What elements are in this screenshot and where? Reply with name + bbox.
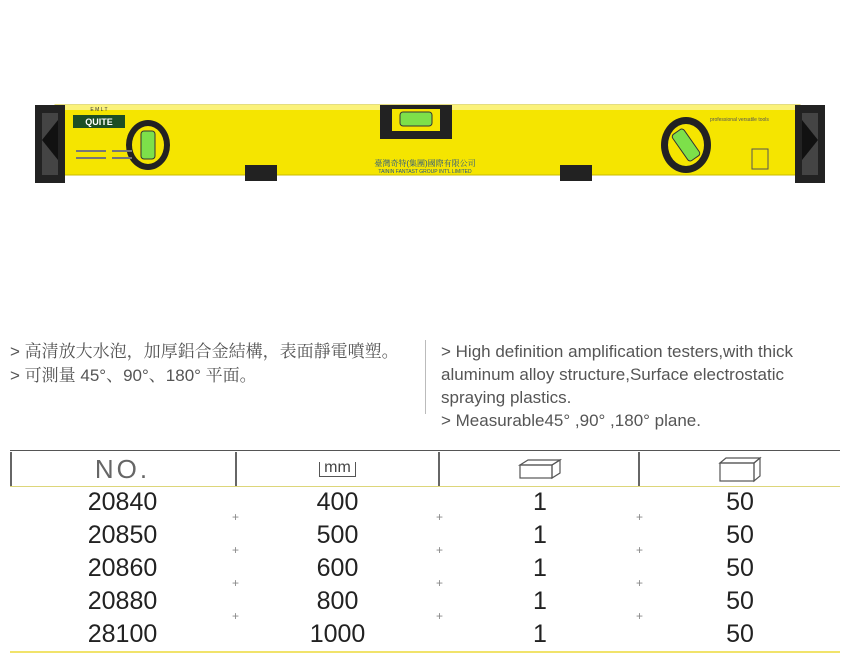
company-name-cn: 臺灣奇特(集團)國際有限公司 [374, 159, 476, 168]
cell-no: 20850 [87, 521, 158, 549]
cell-inner: 1 [533, 521, 547, 549]
spec-table [10, 450, 840, 655]
cell-size: 400 [316, 488, 359, 516]
header-no [10, 454, 235, 484]
cell-carton: 50 [726, 587, 754, 615]
cell-no: 20840 [87, 488, 158, 516]
table-body [10, 486, 840, 651]
plus-mark: + [636, 543, 644, 557]
description-english [441, 340, 846, 432]
description-chinese [10, 340, 420, 388]
carton-icon [716, 455, 764, 483]
plus-mark: + [436, 543, 444, 557]
cell-no: 20860 [87, 554, 158, 582]
table-row [10, 618, 840, 651]
cell-no: 20880 [87, 587, 158, 615]
header-no-label: NO. [94, 453, 151, 484]
header-unit-label: mm [319, 462, 356, 477]
description-divider [425, 340, 426, 414]
company-name-en: TAININ FANTAST GROUP INT'L LIMITED [378, 169, 472, 175]
cell-size: 500 [316, 521, 359, 549]
plus-mark: + [636, 510, 644, 524]
brand-sub: E M L T [90, 107, 108, 113]
cell-size: 600 [316, 554, 359, 582]
cell-carton: 50 [726, 554, 754, 582]
cell-inner: 1 [533, 488, 547, 516]
description-cn-line: > 可測量 45°、90°、180° 平面。 [10, 366, 257, 385]
table-row [10, 486, 840, 524]
description-en-line: > High definition amplification testers,with thick [441, 342, 793, 361]
plus-mark: + [436, 609, 444, 623]
plus-mark: + [436, 576, 444, 590]
description-en-line: aluminum alloy structure,Surface electrostatic [441, 365, 784, 384]
table-row [10, 519, 840, 557]
plus-mark: + [232, 510, 240, 524]
description-en-line: > Measurable45° ,90° ,180° plane. [441, 411, 701, 430]
table-top-border [10, 450, 840, 451]
cell-size: 800 [316, 587, 359, 615]
cell-carton: 50 [726, 488, 754, 516]
cell-inner: 1 [533, 620, 547, 648]
spirit-level-illustration [30, 95, 830, 195]
plus-mark: + [232, 609, 240, 623]
description-en-line: spraying plastics. [441, 388, 572, 407]
table-row [10, 552, 840, 590]
cell-inner: 1 [533, 554, 547, 582]
cell-no: 28100 [87, 620, 158, 648]
header-carton [640, 454, 840, 484]
table-row [10, 585, 840, 623]
header-size [235, 454, 440, 484]
plus-mark: + [636, 576, 644, 590]
inner-box-icon [516, 457, 564, 481]
description-cn-line: > 高清放大水泡，加厚鋁合金結構，表面靜電噴塑。 [10, 342, 399, 361]
cell-carton: 50 [726, 620, 754, 648]
cell-carton: 50 [726, 521, 754, 549]
cell-size: 1000 [309, 620, 366, 648]
spirit-level-image [30, 95, 830, 195]
table-bottom-border [10, 651, 840, 653]
plus-mark: + [436, 510, 444, 524]
plus-mark: + [232, 543, 240, 557]
plus-mark: + [232, 576, 240, 590]
header-inner-box [440, 454, 640, 484]
product-tagline: professional versatile tools [710, 117, 769, 123]
cell-inner: 1 [533, 587, 547, 615]
brand-logo: QUITE [85, 117, 113, 127]
plus-mark: + [636, 609, 644, 623]
